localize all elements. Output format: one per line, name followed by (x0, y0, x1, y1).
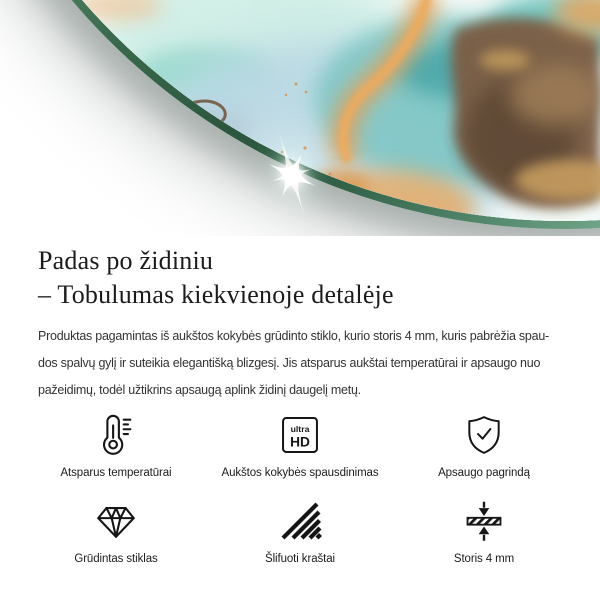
feature-print-quality (208, 411, 392, 479)
thickness-arrows-icon (462, 497, 506, 544)
title-line-2: – Tobulumas kiekvienoje detalėje (38, 280, 394, 309)
feature-grid (24, 411, 576, 565)
ultra-hd-icon-text-bottom: HD (290, 433, 310, 449)
thermometer-icon (93, 411, 139, 458)
feature-label: Aukštos kokybės spausdinimas (221, 467, 379, 479)
description-line: dos spalvų gylį ir suteikia elegantišką blizgesį. Jis atsparus aukštai temperatūrai ir apsaugo nuo (38, 356, 541, 370)
feature-thickness (392, 497, 576, 565)
title-line-1: Padas po židiniu (38, 246, 214, 275)
feature-label: Apsaugo pagrindą (438, 467, 530, 479)
product-description (38, 323, 562, 404)
feature-tempered-glass (24, 497, 208, 565)
description-line: Produktas pagamintas iš aukštos kokybės grūdinto stiklo, kurio storis 4 mm, kuris pabrėžia spau- (38, 329, 549, 343)
glass-panel (0, 0, 600, 221)
shield-check-icon (462, 411, 506, 458)
feature-label: Grūdintas stiklas (74, 553, 158, 565)
feature-label: Šlifuoti kraštai (265, 553, 335, 565)
feature-polished-edges (208, 497, 392, 565)
feature-protects-base (392, 411, 576, 479)
page-title (38, 244, 562, 312)
polished-edge-icon (276, 497, 324, 544)
feature-label: Storis 4 mm (453, 553, 515, 565)
ultra-hd-icon-text-top: ultra (290, 423, 310, 434)
description-line: pažeidimų, todėl užtikrins apsaugą aplink židinį daugelį metų. (38, 383, 361, 397)
feature-heat-resistant (24, 411, 208, 479)
ultra-hd-icon (278, 411, 322, 458)
feature-label: Atsparus temperatūrai (60, 467, 172, 479)
marble-print (0, 0, 600, 221)
diamond-icon (93, 497, 139, 544)
product-image (0, 0, 600, 236)
